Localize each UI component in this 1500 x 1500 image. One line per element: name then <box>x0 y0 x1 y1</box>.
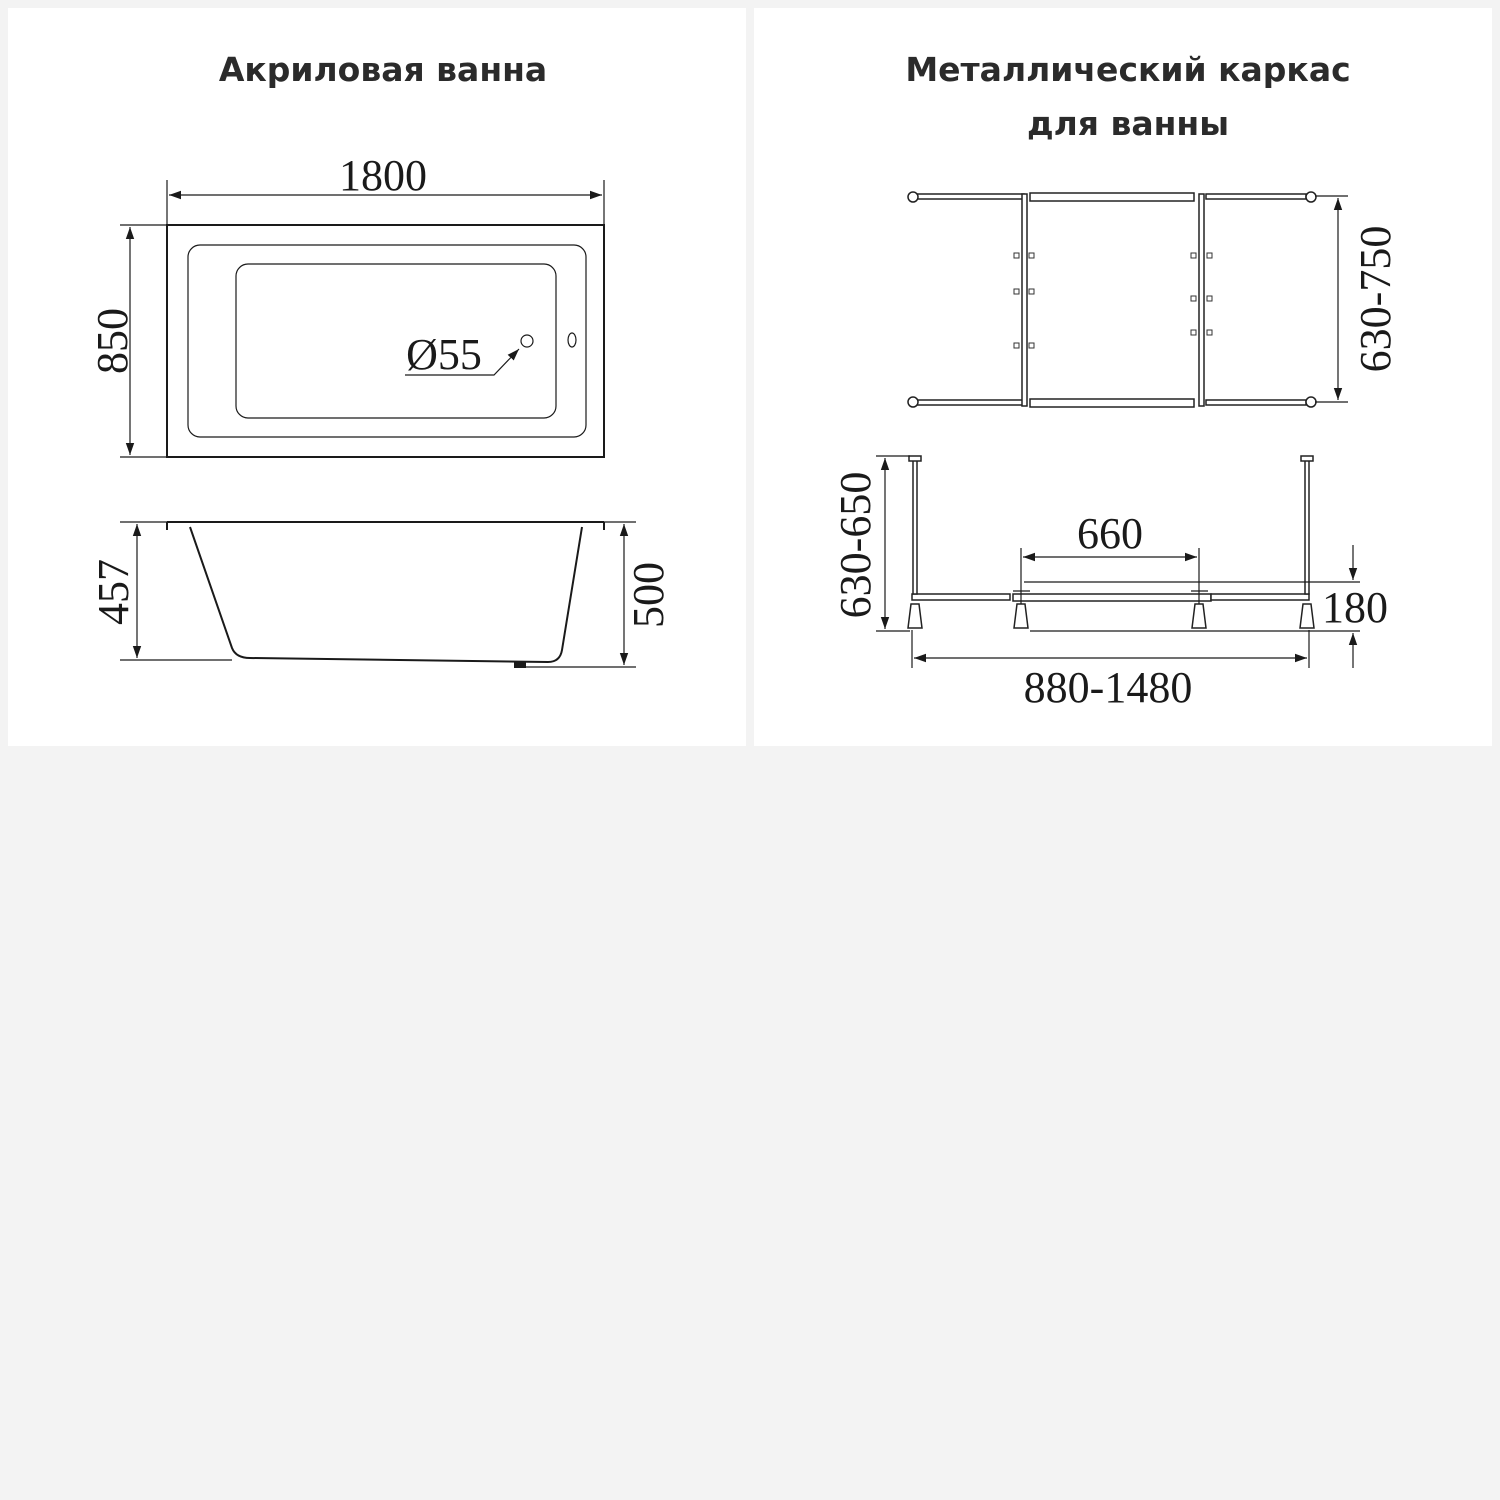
frame-title-line1: Металлический каркас <box>905 50 1351 89</box>
frame-top-view <box>908 192 1316 407</box>
bathtub-title: Акриловая ванна <box>218 50 548 89</box>
frame-height-dimension <box>876 456 910 631</box>
length-label: 1800 <box>339 151 427 200</box>
drain-diameter-label: Ø55 <box>406 330 482 379</box>
width-label: 850 <box>88 308 137 374</box>
frame-width-dimension <box>1315 196 1348 402</box>
frame-height-label: 630-650 <box>831 471 880 619</box>
frame-width-label: 630-750 <box>1351 225 1400 373</box>
leg-spacing-label: 660 <box>1077 509 1143 558</box>
frame-title-line2: для ванны <box>1026 104 1230 143</box>
leg-height-label: 180 <box>1322 583 1388 632</box>
height-label: 500 <box>624 562 673 628</box>
bathtub-top-view <box>167 225 604 457</box>
height-dimension <box>526 522 636 667</box>
frame-length-label: 880-1480 <box>1023 663 1193 712</box>
drain-icon <box>521 335 533 347</box>
depth-label: 457 <box>89 559 138 625</box>
bathtub-side-view <box>167 522 604 668</box>
overflow-icon <box>568 333 576 347</box>
